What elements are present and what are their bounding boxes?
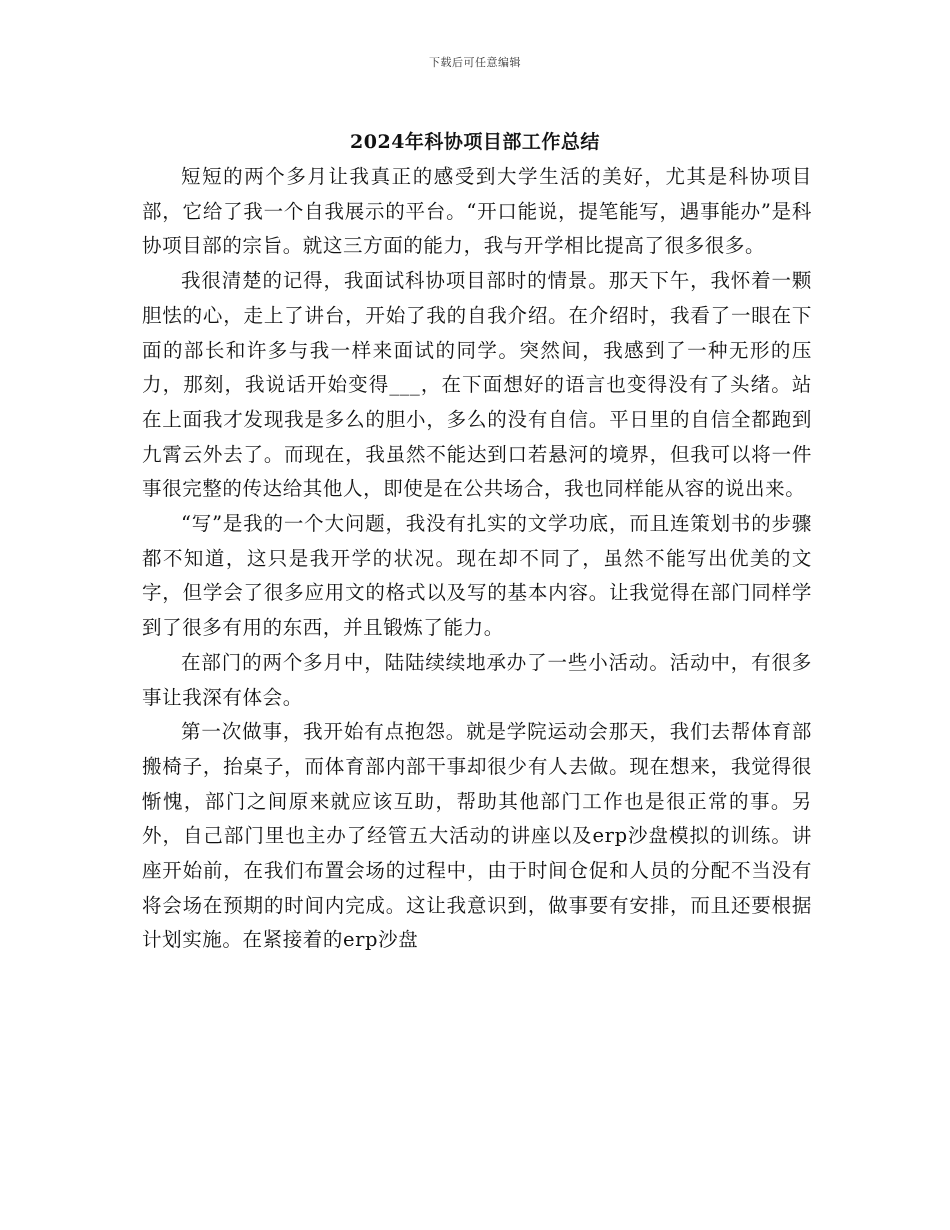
paragraph: “写”是我的一个大问题，我没有扎实的文学功底，而且连策划书的步骤都不知道，这只是我开学的状况。现在却不同了，虽然不能写出优美的文字，但学会了很多应用文的格式以及写的基本内容。让我觉得在部门同样学到了很多有用的东西，并且锻炼了能力。 — [142, 512, 812, 640]
document-body — [142, 160, 812, 958]
document-title: 2024年科协项目部工作总结 — [350, 131, 600, 153]
paragraph: 短短的两个多月让我真正的感受到大学生活的美好，尤其是科协项目部，它给了我一个自我展示的平台。“开口能说，提笔能写，遇事能办”是科协项目部的宗旨。就这三方面的能力，我与开学相比提高了很多很多。 — [142, 165, 812, 258]
paragraph: 我很清楚的记得，我面试科协项目部时的情景。那天下午，我怀着一颗胆怯的心，走上了讲台，开始了我的自我介绍。在介绍时，我看了一眼在下面的部长和许多与我一样来面试的同学。突然间，我感到了一种无形的压力，那刻，我说话开始变得___，在下面想好的语言也变得没有了头绪。站在上面我才发现我是多么的胆小，多么的没有自信。平日里的自信全都跑到九霄云外去了。而现在，我虽然不能达到口若悬河的境界，但我可以将一件事很完整的传达给其他人，即使是在公共场合，我也同样能从容的说出来。 — [142, 269, 812, 501]
paragraph: 在部门的两个多月中，陆陆续续地承办了一些小活动。活动中，有很多事让我深有体会。 — [142, 650, 812, 709]
header-note: 下载后可任意编辑 — [429, 56, 521, 69]
paragraph: 第一次做事，我开始有点抱怨。就是学院运动会那天，我们去帮体育部搬椅子，抬桌子，而体育部内部干事却很少有人去做。现在想来，我觉得很惭愧，部门之间原来就应该互助，帮助其他部门工作也是很正常的事。另外，自己部门里也主办了经管五大活动的讲座以及erp沙盘模拟的训练。讲座开始前，在我们布置会场的过程中，由于时间仓促和人员的分配不当没有将会场在预期的时间内完成。这让我意识到，做事要有安排，而且还要根据计划实施。在紧接着的erp沙盘 — [142, 720, 812, 952]
